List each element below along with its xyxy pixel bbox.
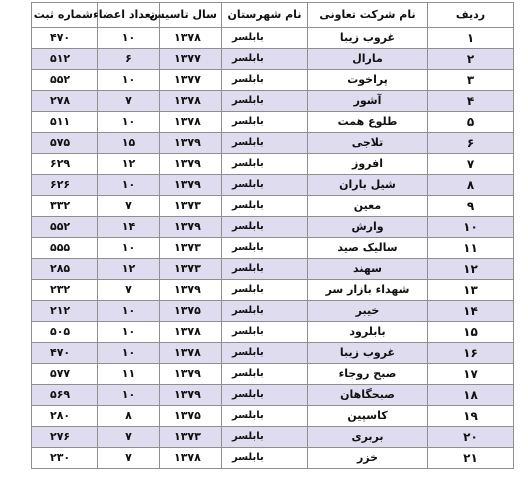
cell-founding-year: ۱۳۷۹ [160, 217, 222, 238]
cell-founding-year: ۱۳۷۳ [160, 427, 222, 448]
cell-founding-year: ۱۳۷۹ [160, 154, 222, 175]
cell-member-count: ۱۰ [98, 238, 160, 259]
cell-company-name: سالیک صید [308, 238, 428, 259]
cell-registration-number: ۲۳۲ [32, 280, 98, 301]
cell-member-count: ۷ [98, 448, 160, 469]
table-row [32, 385, 514, 406]
cell-company-name: مارال [308, 49, 428, 70]
header-founding-year: سال تاسیس [160, 3, 222, 28]
cell-row-number: ۶ [428, 133, 514, 154]
cell-row-number: ۱۱ [428, 238, 514, 259]
cell-company-name: پراخوت [308, 70, 428, 91]
cell-member-count: ۱۰ [98, 175, 160, 196]
header-row-number: ردیف [428, 3, 514, 28]
cell-company-name: صبحگاهان [308, 385, 428, 406]
cell-member-count: ۱۰ [98, 385, 160, 406]
cell-registration-number: ۴۷۰ [32, 343, 98, 364]
cell-company-name: تلاجی [308, 133, 428, 154]
cell-member-count: ۱۱ [98, 364, 160, 385]
table-row [32, 49, 514, 70]
cell-company-name: شیل باران [308, 175, 428, 196]
table-row [32, 322, 514, 343]
cell-row-number: ۸ [428, 175, 514, 196]
cell-city: بابلسر [222, 70, 308, 91]
table-row [32, 91, 514, 112]
table-body [32, 28, 514, 469]
cell-member-count: ۷ [98, 196, 160, 217]
cell-registration-number: ۵۶۹ [32, 385, 98, 406]
table-row [32, 196, 514, 217]
cell-member-count: ۶ [98, 49, 160, 70]
cell-company-name: طلوع همت [308, 112, 428, 133]
cell-row-number: ۴ [428, 91, 514, 112]
cell-city: بابلسر [222, 364, 308, 385]
cell-registration-number: ۵۷۷ [32, 364, 98, 385]
cell-company-name: شهداء بازار سر [308, 280, 428, 301]
cell-row-number: ۱۸ [428, 385, 514, 406]
cell-founding-year: ۱۳۷۸ [160, 343, 222, 364]
cell-founding-year: ۱۳۷۷ [160, 49, 222, 70]
cooperatives-table [31, 2, 514, 469]
cell-founding-year: ۱۳۷۹ [160, 364, 222, 385]
cell-city: بابلسر [222, 154, 308, 175]
table-row [32, 238, 514, 259]
cell-member-count: ۱۴ [98, 217, 160, 238]
table-row [32, 70, 514, 91]
cell-founding-year: ۱۳۷۵ [160, 301, 222, 322]
cell-row-number: ۵ [428, 112, 514, 133]
cell-founding-year: ۱۳۷۸ [160, 112, 222, 133]
cell-row-number: ۲۰ [428, 427, 514, 448]
cell-registration-number: ۶۲۹ [32, 154, 98, 175]
cell-founding-year: ۱۳۷۸ [160, 322, 222, 343]
cell-row-number: ۱۵ [428, 322, 514, 343]
cell-founding-year: ۱۳۷۷ [160, 70, 222, 91]
cell-row-number: ۱۲ [428, 259, 514, 280]
cell-row-number: ۱۷ [428, 364, 514, 385]
table-header-row [32, 3, 514, 28]
cell-founding-year: ۱۳۷۵ [160, 406, 222, 427]
cell-company-name: معین [308, 196, 428, 217]
cell-founding-year: ۱۳۷۳ [160, 196, 222, 217]
cell-company-name: خیبر [308, 301, 428, 322]
cell-city: بابلسر [222, 91, 308, 112]
table-row [32, 28, 514, 49]
cell-city: بابلسر [222, 196, 308, 217]
cell-row-number: ۳ [428, 70, 514, 91]
cell-founding-year: ۱۳۷۹ [160, 175, 222, 196]
table-row [32, 301, 514, 322]
cell-city: بابلسر [222, 112, 308, 133]
cell-company-name: وارش [308, 217, 428, 238]
cell-city: بابلسر [222, 448, 308, 469]
cell-registration-number: ۲۱۲ [32, 301, 98, 322]
cell-registration-number: ۴۷۰ [32, 28, 98, 49]
table-row [32, 154, 514, 175]
cell-member-count: ۷ [98, 427, 160, 448]
cell-registration-number: ۲۷۸ [32, 91, 98, 112]
cell-founding-year: ۱۳۷۳ [160, 259, 222, 280]
cell-city: بابلسر [222, 385, 308, 406]
table-row [32, 364, 514, 385]
cell-member-count: ۱۰ [98, 28, 160, 49]
cell-member-count: ۱۲ [98, 154, 160, 175]
header-member-count: تعداد اعضاء [98, 3, 160, 28]
cell-row-number: ۲۱ [428, 448, 514, 469]
cell-company-name: افروز [308, 154, 428, 175]
cell-member-count: ۱۰ [98, 112, 160, 133]
cell-row-number: ۱۴ [428, 301, 514, 322]
cell-company-name: بابلرود [308, 322, 428, 343]
cell-member-count: ۱۰ [98, 322, 160, 343]
table-row [32, 133, 514, 154]
cell-founding-year: ۱۳۷۸ [160, 28, 222, 49]
cell-city: بابلسر [222, 217, 308, 238]
cell-row-number: ۱۰ [428, 217, 514, 238]
cell-company-name: صبح روجاء [308, 364, 428, 385]
cell-city: بابلسر [222, 49, 308, 70]
cell-company-name: بربری [308, 427, 428, 448]
cell-row-number: ۱۹ [428, 406, 514, 427]
table-row [32, 448, 514, 469]
cell-registration-number: ۵۵۲ [32, 70, 98, 91]
cell-founding-year: ۱۳۷۹ [160, 133, 222, 154]
cell-founding-year: ۱۳۷۸ [160, 448, 222, 469]
cell-company-name: آشور [308, 91, 428, 112]
cell-row-number: ۹ [428, 196, 514, 217]
table-row [32, 175, 514, 196]
table-row [32, 343, 514, 364]
cell-row-number: ۱۶ [428, 343, 514, 364]
header-city: نام شهرستان [222, 3, 308, 28]
cell-founding-year: ۱۳۷۸ [160, 91, 222, 112]
cell-member-count: ۱۰ [98, 70, 160, 91]
cell-registration-number: ۶۲۶ [32, 175, 98, 196]
cell-founding-year: ۱۳۷۳ [160, 238, 222, 259]
cell-row-number: ۲ [428, 49, 514, 70]
cell-member-count: ۱۲ [98, 259, 160, 280]
cell-founding-year: ۱۳۷۹ [160, 280, 222, 301]
cell-row-number: ۱۳ [428, 280, 514, 301]
cooperatives-table-container [31, 2, 513, 469]
cell-registration-number: ۲۸۰ [32, 406, 98, 427]
cell-member-count: ۱۵ [98, 133, 160, 154]
cell-registration-number: ۲۸۵ [32, 259, 98, 280]
cell-company-name: سهند [308, 259, 428, 280]
cell-city: بابلسر [222, 322, 308, 343]
cell-city: بابلسر [222, 28, 308, 49]
header-registration-number: شماره ثبت [32, 3, 98, 28]
cell-registration-number: ۵۰۵ [32, 322, 98, 343]
table-row [32, 280, 514, 301]
cell-company-name: خزر [308, 448, 428, 469]
table-row [32, 259, 514, 280]
cell-registration-number: ۲۷۶ [32, 427, 98, 448]
cell-city: بابلسر [222, 133, 308, 154]
cell-member-count: ۷ [98, 280, 160, 301]
cell-member-count: ۷ [98, 91, 160, 112]
cell-city: بابلسر [222, 427, 308, 448]
cell-company-name: غروب زیبا [308, 28, 428, 49]
cell-member-count: ۱۰ [98, 343, 160, 364]
table-row [32, 112, 514, 133]
cell-company-name: غروب زیبا [308, 343, 428, 364]
cell-city: بابلسر [222, 343, 308, 364]
cell-row-number: ۱ [428, 28, 514, 49]
cell-registration-number: ۵۱۲ [32, 49, 98, 70]
cell-city: بابلسر [222, 259, 308, 280]
cell-registration-number: ۵۵۵ [32, 238, 98, 259]
cell-member-count: ۱۰ [98, 301, 160, 322]
cell-registration-number: ۵۵۲ [32, 217, 98, 238]
cell-row-number: ۷ [428, 154, 514, 175]
header-company-name: نام شرکت تعاونی [308, 3, 428, 28]
cell-registration-number: ۳۳۲ [32, 196, 98, 217]
cell-city: بابلسر [222, 175, 308, 196]
cell-registration-number: ۵۷۵ [32, 133, 98, 154]
cell-city: بابلسر [222, 238, 308, 259]
cell-city: بابلسر [222, 301, 308, 322]
table-row [32, 406, 514, 427]
cell-company-name: کاسپین [308, 406, 428, 427]
cell-registration-number: ۵۱۱ [32, 112, 98, 133]
cell-city: بابلسر [222, 406, 308, 427]
table-row [32, 427, 514, 448]
cell-city: بابلسر [222, 280, 308, 301]
table-row [32, 217, 514, 238]
cell-founding-year: ۱۳۷۹ [160, 385, 222, 406]
cell-registration-number: ۲۳۰ [32, 448, 98, 469]
cell-member-count: ۸ [98, 406, 160, 427]
